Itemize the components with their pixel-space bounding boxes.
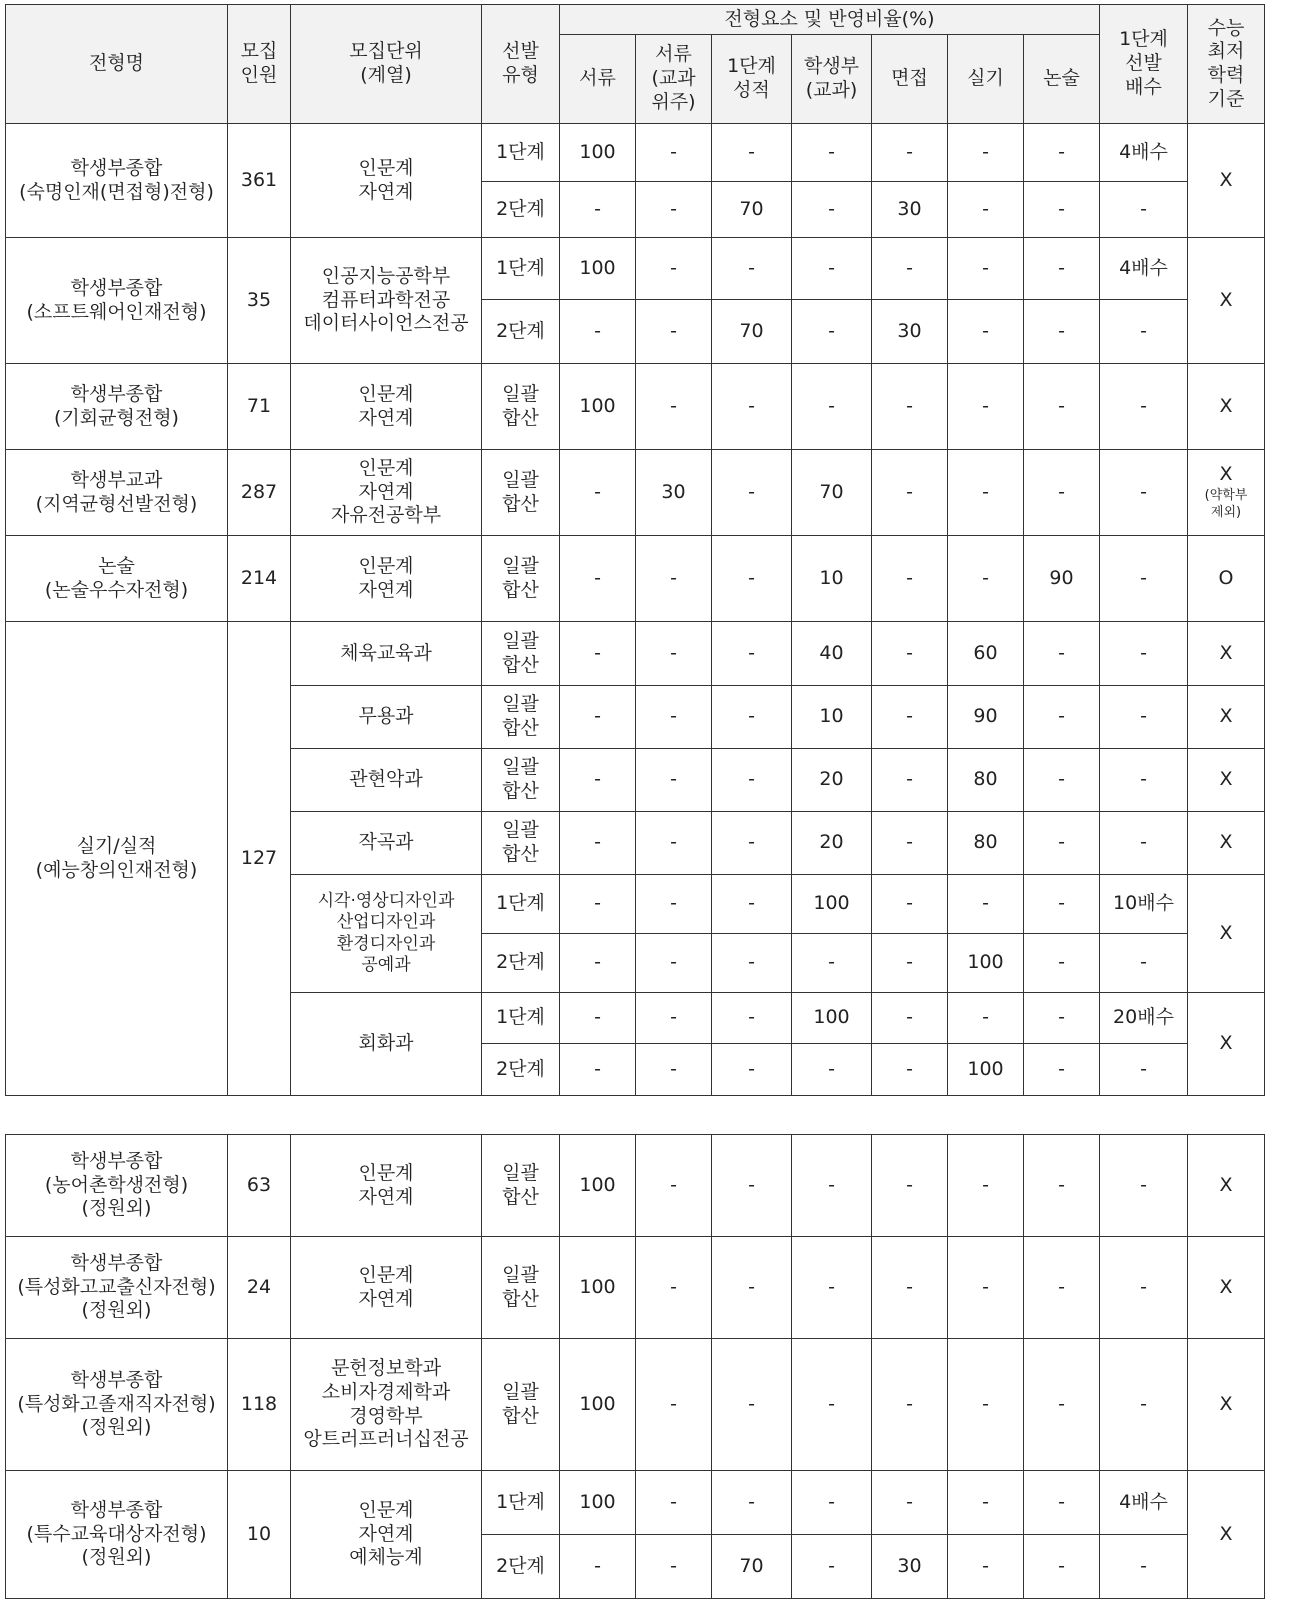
ratio-value: - bbox=[712, 749, 792, 812]
ratio-value: - bbox=[712, 1339, 792, 1471]
ratio-value: 100 bbox=[560, 1237, 636, 1339]
header-element: 서류 (교과 위주) bbox=[636, 35, 712, 124]
ratio-value: - bbox=[636, 749, 712, 812]
ratio-value: - bbox=[712, 1135, 792, 1237]
csat-mark: X bbox=[1219, 1275, 1233, 1298]
ratio-value: 20 bbox=[792, 749, 872, 812]
admission-table-extra bbox=[5, 1134, 1265, 1599]
ratio-value: - bbox=[1024, 1044, 1100, 1096]
csat-mark: O bbox=[1218, 566, 1234, 589]
ratio-value: - bbox=[1024, 124, 1100, 182]
selection-type: 일괄 합산 bbox=[482, 1339, 560, 1471]
ratio-value: 100 bbox=[792, 993, 872, 1044]
ratio-value: - bbox=[712, 1471, 792, 1535]
ratio-value: 60 bbox=[948, 622, 1024, 686]
selection-type: 일괄 합산 bbox=[482, 749, 560, 812]
ratio-value: - bbox=[560, 622, 636, 686]
recruit-unit: 인문계 자연계 bbox=[291, 536, 482, 622]
ratio-value: - bbox=[1024, 749, 1100, 812]
stage1-multiple: - bbox=[1100, 1535, 1188, 1599]
admission-name: 논술 (논술우수자전형) bbox=[6, 536, 228, 622]
ratio-value: 30 bbox=[872, 300, 948, 364]
recruit-unit: 관현악과 bbox=[291, 749, 482, 812]
ratio-value: - bbox=[636, 622, 712, 686]
ratio-value: - bbox=[560, 686, 636, 749]
ratio-value: - bbox=[792, 1135, 872, 1237]
ratio-value: - bbox=[872, 686, 948, 749]
ratio-value: - bbox=[636, 812, 712, 875]
ratio-value: - bbox=[636, 536, 712, 622]
recruit-unit: 인문계 자연계 bbox=[291, 364, 482, 450]
stage1-multiple: - bbox=[1100, 934, 1188, 993]
ratio-value: - bbox=[636, 1237, 712, 1339]
selection-type: 2단계 bbox=[482, 182, 560, 238]
header-element: 학생부 (교과) bbox=[792, 35, 872, 124]
ratio-value: 80 bbox=[948, 812, 1024, 875]
ratio-value: - bbox=[792, 124, 872, 182]
selection-type: 일괄 합산 bbox=[482, 812, 560, 875]
stage1-multiple: - bbox=[1100, 450, 1188, 536]
csat-criteria bbox=[1188, 364, 1265, 450]
ratio-value: - bbox=[1024, 182, 1100, 238]
table-row bbox=[6, 536, 1265, 622]
recruit-unit: 인문계 자연계 bbox=[291, 1237, 482, 1339]
csat-mark: X bbox=[1219, 1522, 1233, 1545]
ratio-value: - bbox=[872, 622, 948, 686]
ratio-value: 30 bbox=[872, 1535, 948, 1599]
ratio-value: - bbox=[636, 1135, 712, 1237]
ratio-value: 90 bbox=[948, 686, 1024, 749]
ratio-value: - bbox=[792, 182, 872, 238]
header-multiple: 1단계 선발 배수 bbox=[1100, 5, 1188, 124]
stage1-multiple: 4배수 bbox=[1100, 238, 1188, 300]
ratio-value: - bbox=[636, 1339, 712, 1471]
ratio-value: - bbox=[872, 1237, 948, 1339]
selection-type: 1단계 bbox=[482, 1471, 560, 1535]
recruit-count: 287 bbox=[228, 450, 291, 536]
ratio-value: - bbox=[948, 182, 1024, 238]
ratio-value: - bbox=[1024, 686, 1100, 749]
ratio-value: - bbox=[560, 1044, 636, 1096]
ratio-value: - bbox=[1024, 238, 1100, 300]
csat-criteria: X bbox=[1188, 622, 1265, 686]
ratio-value: - bbox=[948, 1471, 1024, 1535]
selection-type: 2단계 bbox=[482, 1044, 560, 1096]
selection-type: 일괄 합산 bbox=[482, 1237, 560, 1339]
stage1-multiple: - bbox=[1100, 182, 1188, 238]
table-row bbox=[6, 1135, 1265, 1237]
csat-criteria: X bbox=[1188, 812, 1265, 875]
stage1-multiple: - bbox=[1100, 1135, 1188, 1237]
ratio-value: - bbox=[712, 450, 792, 536]
selection-type: 2단계 bbox=[482, 1535, 560, 1599]
ratio-value: - bbox=[560, 934, 636, 993]
selection-type: 1단계 bbox=[482, 875, 560, 934]
ratio-value: 100 bbox=[560, 364, 636, 450]
csat-criteria bbox=[1188, 1339, 1265, 1471]
csat-criteria bbox=[1188, 1135, 1265, 1237]
ratio-value: - bbox=[636, 993, 712, 1044]
ratio-value: 40 bbox=[792, 622, 872, 686]
stage1-multiple: 10배수 bbox=[1100, 875, 1188, 934]
ratio-value: - bbox=[636, 182, 712, 238]
stage1-multiple: - bbox=[1100, 1237, 1188, 1339]
csat-criteria: X bbox=[1188, 686, 1265, 749]
ratio-value: - bbox=[872, 934, 948, 993]
ratio-value: - bbox=[712, 812, 792, 875]
ratio-value: - bbox=[636, 686, 712, 749]
ratio-value: - bbox=[712, 622, 792, 686]
table-row bbox=[6, 450, 1265, 536]
ratio-value: - bbox=[792, 238, 872, 300]
stage1-multiple: - bbox=[1100, 812, 1188, 875]
ratio-value: - bbox=[872, 875, 948, 934]
stage1-multiple: - bbox=[1100, 622, 1188, 686]
ratio-value: - bbox=[1024, 812, 1100, 875]
recruit-unit: 인문계 자연계 bbox=[291, 124, 482, 238]
stage1-multiple: - bbox=[1100, 1044, 1188, 1096]
recruit-unit: 회화과 bbox=[291, 993, 482, 1096]
ratio-value: - bbox=[636, 934, 712, 993]
ratio-value: 70 bbox=[712, 182, 792, 238]
recruit-count: 118 bbox=[228, 1339, 291, 1471]
ratio-value: 70 bbox=[792, 450, 872, 536]
stage1-multiple: - bbox=[1100, 536, 1188, 622]
admission-name: 학생부종합 (숙명인재(면접형)전형) bbox=[6, 124, 228, 238]
table-row bbox=[6, 364, 1265, 450]
header-csat: 수능 최저 학력 기준 bbox=[1188, 5, 1265, 124]
ratio-value: - bbox=[948, 1535, 1024, 1599]
admission-name: 학생부종합 (농어촌학생전형) (정원외) bbox=[6, 1135, 228, 1237]
ratio-value: - bbox=[636, 300, 712, 364]
recruit-unit: 인문계 자연계 예체능계 bbox=[291, 1471, 482, 1599]
ratio-value: 100 bbox=[792, 875, 872, 934]
csat-mark: X bbox=[1219, 168, 1233, 191]
ratio-value: - bbox=[1024, 1339, 1100, 1471]
ratio-value: - bbox=[560, 1535, 636, 1599]
recruit-count: 10 bbox=[228, 1471, 291, 1599]
selection-type: 일괄 합산 bbox=[482, 364, 560, 450]
ratio-value: - bbox=[712, 364, 792, 450]
table-body-extra bbox=[6, 1135, 1265, 1599]
ratio-value: - bbox=[792, 300, 872, 364]
table-row bbox=[6, 622, 1265, 686]
csat-criteria bbox=[1188, 238, 1265, 364]
ratio-value: - bbox=[792, 1237, 872, 1339]
ratio-value: 100 bbox=[560, 1135, 636, 1237]
recruit-count: 63 bbox=[228, 1135, 291, 1237]
admission-name: 학생부종합 (특수교육대상자전형) (정원외) bbox=[6, 1471, 228, 1599]
ratio-value: 20 bbox=[792, 812, 872, 875]
ratio-value: - bbox=[1024, 364, 1100, 450]
csat-criteria bbox=[1188, 124, 1265, 238]
ratio-value: 30 bbox=[636, 450, 712, 536]
ratio-value: - bbox=[872, 450, 948, 536]
ratio-value: 100 bbox=[560, 1471, 636, 1535]
stage1-multiple: - bbox=[1100, 686, 1188, 749]
ratio-value: - bbox=[560, 749, 636, 812]
selection-type: 일괄 합산 bbox=[482, 450, 560, 536]
recruit-count: 127 bbox=[228, 622, 291, 1096]
ratio-value: - bbox=[560, 450, 636, 536]
recruit-unit: 인문계 자연계 bbox=[291, 1135, 482, 1237]
ratio-value: - bbox=[872, 364, 948, 450]
admission-name: 실기/실적 (예능창의인재전형) bbox=[6, 622, 228, 1096]
ratio-value: - bbox=[636, 1471, 712, 1535]
ratio-value: - bbox=[712, 875, 792, 934]
ratio-value: - bbox=[1024, 622, 1100, 686]
csat-mark: X bbox=[1219, 1392, 1233, 1415]
ratio-value: - bbox=[872, 238, 948, 300]
selection-type: 1단계 bbox=[482, 238, 560, 300]
ratio-value: - bbox=[560, 993, 636, 1044]
ratio-value: - bbox=[948, 364, 1024, 450]
ratio-value: 70 bbox=[712, 1535, 792, 1599]
ratio-value: - bbox=[948, 1135, 1024, 1237]
selection-type: 일괄 합산 bbox=[482, 622, 560, 686]
ratio-value: - bbox=[948, 536, 1024, 622]
ratio-value: - bbox=[948, 300, 1024, 364]
ratio-value: - bbox=[948, 875, 1024, 934]
ratio-value: 80 bbox=[948, 749, 1024, 812]
ratio-value: - bbox=[712, 1044, 792, 1096]
csat-criteria bbox=[1188, 450, 1265, 536]
ratio-value: 100 bbox=[948, 1044, 1024, 1096]
ratio-value: - bbox=[1024, 1135, 1100, 1237]
admission-name: 학생부종합 (특성화고교출신자전형) (정원외) bbox=[6, 1237, 228, 1339]
recruit-count: 214 bbox=[228, 536, 291, 622]
stage1-multiple: 20배수 bbox=[1100, 993, 1188, 1044]
stage1-multiple: - bbox=[1100, 300, 1188, 364]
ratio-value: - bbox=[1024, 993, 1100, 1044]
header-element: 서류 bbox=[560, 35, 636, 124]
header-type: 선발 유형 bbox=[482, 5, 560, 124]
ratio-value: - bbox=[712, 1237, 792, 1339]
recruit-count: 35 bbox=[228, 238, 291, 364]
ratio-value: - bbox=[636, 1044, 712, 1096]
selection-type: 1단계 bbox=[482, 993, 560, 1044]
recruit-unit: 무용과 bbox=[291, 686, 482, 749]
selection-type: 1단계 bbox=[482, 124, 560, 182]
table-row bbox=[6, 1237, 1265, 1339]
ratio-value: - bbox=[712, 536, 792, 622]
stage1-multiple: - bbox=[1100, 1339, 1188, 1471]
ratio-value: - bbox=[872, 1044, 948, 1096]
recruit-unit: 체육교육과 bbox=[291, 622, 482, 686]
ratio-value: - bbox=[1024, 1535, 1100, 1599]
ratio-value: - bbox=[948, 1339, 1024, 1471]
ratio-value: - bbox=[1024, 875, 1100, 934]
header-element: 면접 bbox=[872, 35, 948, 124]
ratio-value: - bbox=[872, 124, 948, 182]
ratio-value: 100 bbox=[948, 934, 1024, 993]
ratio-value: - bbox=[872, 1471, 948, 1535]
csat-mark: X bbox=[1219, 288, 1233, 311]
ratio-value: - bbox=[792, 1535, 872, 1599]
admission-name: 학생부종합 (소프트웨어인재전형) bbox=[6, 238, 228, 364]
ratio-value: 30 bbox=[872, 182, 948, 238]
header-unit: 모집단위 (계열) bbox=[291, 5, 482, 124]
recruit-count: 361 bbox=[228, 124, 291, 238]
ratio-value: - bbox=[636, 238, 712, 300]
selection-type: 2단계 bbox=[482, 300, 560, 364]
ratio-value: 10 bbox=[792, 686, 872, 749]
ratio-value: - bbox=[1024, 1237, 1100, 1339]
ratio-value: - bbox=[792, 1471, 872, 1535]
ratio-value: - bbox=[712, 124, 792, 182]
ratio-value: - bbox=[560, 300, 636, 364]
table-row bbox=[6, 1339, 1265, 1471]
ratio-value: - bbox=[872, 1135, 948, 1237]
ratio-value: - bbox=[1024, 450, 1100, 536]
csat-mark: X bbox=[1219, 1173, 1233, 1196]
stage1-multiple: 4배수 bbox=[1100, 124, 1188, 182]
ratio-value: - bbox=[872, 749, 948, 812]
table-row bbox=[6, 124, 1265, 182]
ratio-value: - bbox=[1024, 300, 1100, 364]
ratio-value: - bbox=[948, 993, 1024, 1044]
recruit-unit: 작곡과 bbox=[291, 812, 482, 875]
table-body-main bbox=[6, 124, 1265, 1096]
ratio-value: - bbox=[712, 238, 792, 300]
ratio-value: - bbox=[560, 875, 636, 934]
ratio-value: - bbox=[636, 875, 712, 934]
ratio-value: - bbox=[712, 934, 792, 993]
csat-note: (약학부 제외) bbox=[1204, 487, 1248, 521]
csat-criteria bbox=[1188, 1471, 1265, 1599]
header-count: 모집 인원 bbox=[228, 5, 291, 124]
selection-type: 일괄 합산 bbox=[482, 536, 560, 622]
recruit-count: 24 bbox=[228, 1237, 291, 1339]
admission-name: 학생부종합 (특성화고졸재직자전형) (정원외) bbox=[6, 1339, 228, 1471]
ratio-value: 100 bbox=[560, 1339, 636, 1471]
ratio-value: 70 bbox=[712, 300, 792, 364]
csat-criteria: X bbox=[1188, 875, 1265, 993]
ratio-value: - bbox=[560, 812, 636, 875]
ratio-value: - bbox=[792, 364, 872, 450]
admission-name: 학생부종합 (기회균형전형) bbox=[6, 364, 228, 450]
ratio-value: - bbox=[712, 686, 792, 749]
admission-table-main bbox=[5, 4, 1265, 1096]
selection-type: 일괄 합산 bbox=[482, 686, 560, 749]
ratio-value: - bbox=[948, 124, 1024, 182]
header-element: 실기 bbox=[948, 35, 1024, 124]
recruit-count: 71 bbox=[228, 364, 291, 450]
ratio-value: - bbox=[792, 1339, 872, 1471]
ratio-value: - bbox=[948, 238, 1024, 300]
table-row bbox=[6, 238, 1265, 300]
ratio-value: - bbox=[712, 993, 792, 1044]
ratio-value: 90 bbox=[1024, 536, 1100, 622]
stage1-multiple: - bbox=[1100, 364, 1188, 450]
ratio-value: - bbox=[1024, 1471, 1100, 1535]
csat-criteria bbox=[1188, 536, 1265, 622]
csat-criteria: X bbox=[1188, 749, 1265, 812]
table-row bbox=[6, 1471, 1265, 1535]
stage1-multiple: 4배수 bbox=[1100, 1471, 1188, 1535]
ratio-value: - bbox=[872, 812, 948, 875]
ratio-value: 10 bbox=[792, 536, 872, 622]
header-group: 전형요소 및 반영비율(%) bbox=[560, 5, 1100, 35]
ratio-value: - bbox=[948, 450, 1024, 536]
recruit-unit: 문헌정보학과 소비자경제학과 경영학부 앙트러프러너십전공 bbox=[291, 1339, 482, 1471]
admission-name: 학생부교과 (지역균형선발전형) bbox=[6, 450, 228, 536]
ratio-value: - bbox=[560, 536, 636, 622]
csat-mark: X bbox=[1219, 463, 1233, 486]
ratio-value: - bbox=[872, 1339, 948, 1471]
selection-type: 2단계 bbox=[482, 934, 560, 993]
ratio-value: 100 bbox=[560, 238, 636, 300]
recruit-unit: 시각·영상디자인과 산업디자인과 환경디자인과 공예과 bbox=[291, 875, 482, 993]
ratio-value: - bbox=[636, 1535, 712, 1599]
ratio-value: - bbox=[560, 182, 636, 238]
csat-mark: X bbox=[1219, 394, 1233, 417]
csat-criteria bbox=[1188, 1237, 1265, 1339]
selection-type: 일괄 합산 bbox=[482, 1135, 560, 1237]
ratio-value: - bbox=[948, 1237, 1024, 1339]
ratio-value: - bbox=[636, 364, 712, 450]
ratio-value: - bbox=[792, 934, 872, 993]
ratio-value: 100 bbox=[560, 124, 636, 182]
ratio-value: - bbox=[1024, 934, 1100, 993]
ratio-value: - bbox=[872, 536, 948, 622]
recruit-unit: 인문계 자연계 자유전공학부 bbox=[291, 450, 482, 536]
ratio-value: - bbox=[792, 1044, 872, 1096]
stage1-multiple: - bbox=[1100, 749, 1188, 812]
csat-criteria: X bbox=[1188, 993, 1265, 1096]
header-element: 논술 bbox=[1024, 35, 1100, 124]
header-element: 1단계 성적 bbox=[712, 35, 792, 124]
header-name: 전형명 bbox=[6, 5, 228, 124]
recruit-unit: 인공지능공학부 컴퓨터과학전공 데이터사이언스전공 bbox=[291, 238, 482, 364]
ratio-value: - bbox=[636, 124, 712, 182]
ratio-value: - bbox=[872, 993, 948, 1044]
